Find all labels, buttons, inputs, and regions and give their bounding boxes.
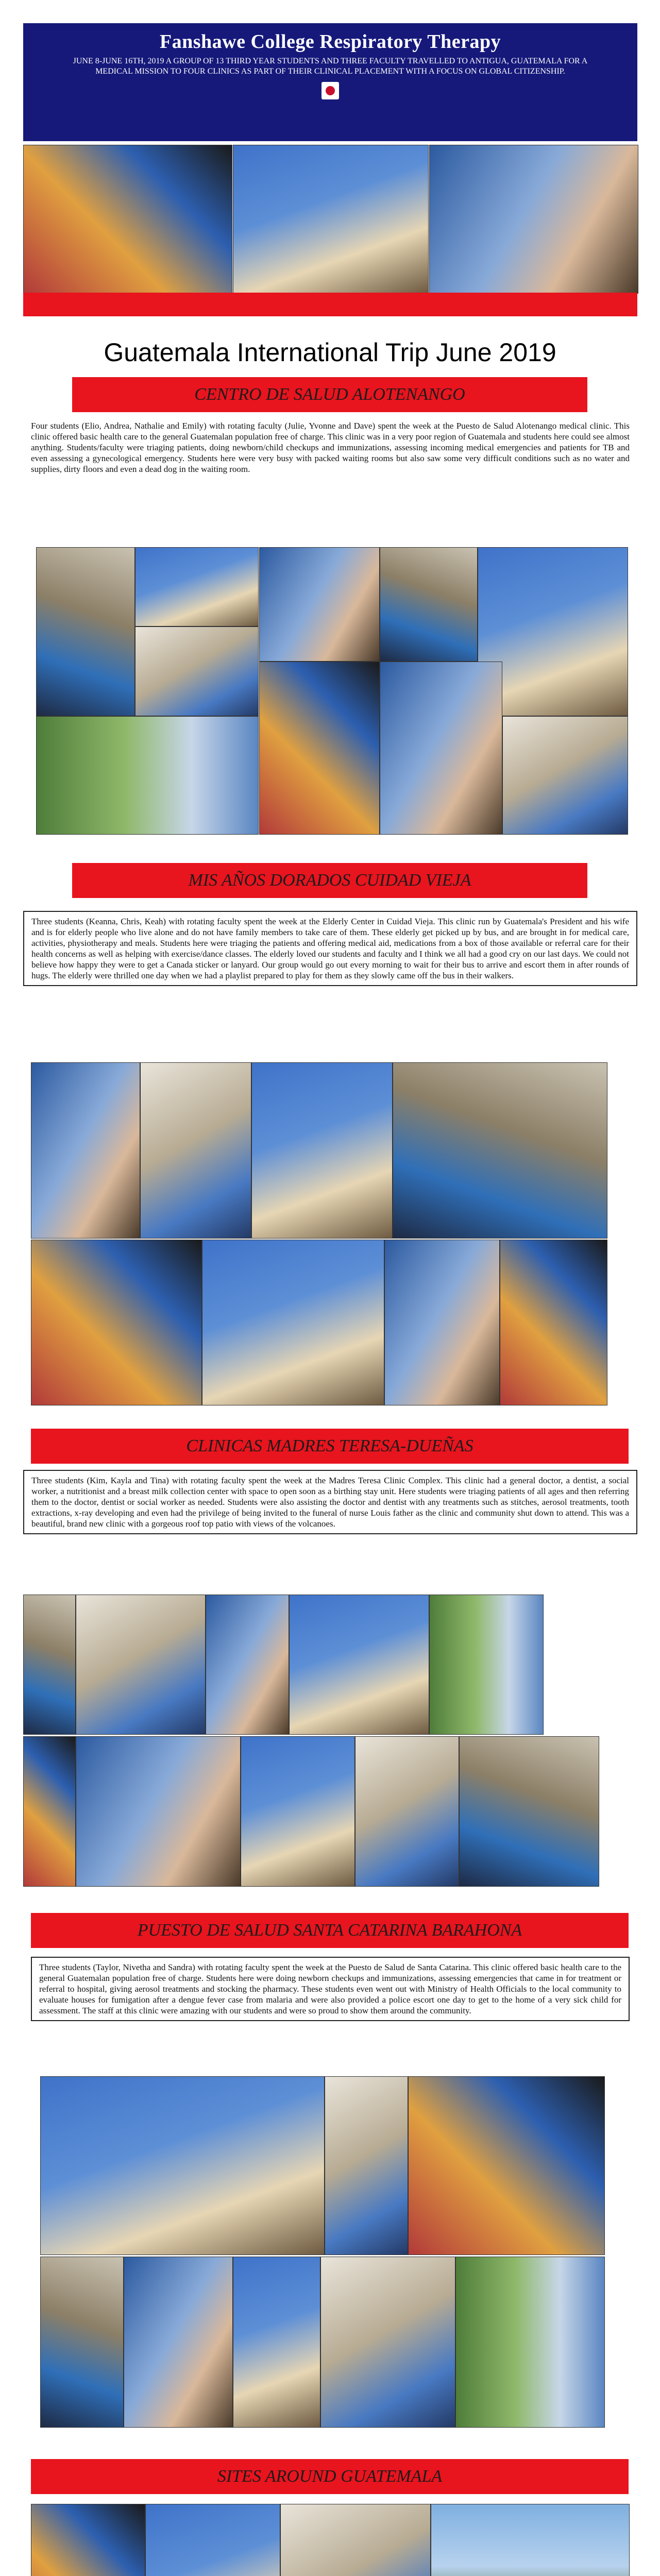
section-text-mis-anos-dorados: Three students (Keanna, Chris, Keah) with rotating faculty spent the week at the Elderly Center in Cuidad Vieja. This clinic run by Guatemala's President and his wife and is for elderly people who live alone and do not have family members to take care of them. These elderly get picked up by bus, and are brought in for medical care, activities, physiotherapy and meals. Students here were triaging the patients and offering medical aid, medications from a box of those available or referral care for their health concerns as well as helping with exercise/dance classes. The elderly loved our students and faculty and I think we all had a good cry on our last days. We could not believe how happy they were to get a Canada sticker or lanyard. Our group would go out every morning to wait for their bus to arrive and escort them in after rounds of hugs. The elderly were thrilled one day when we had a playlist prepared to play for them as they slowly came off the bus in their walkers. xyxy=(23,911,637,986)
alotenango-photo xyxy=(259,662,380,835)
elderly-center-photo xyxy=(251,1062,393,1239)
elderly-center-photo xyxy=(140,1062,251,1239)
header-faculty-photo xyxy=(429,145,638,294)
site-photo xyxy=(431,2504,630,2576)
section-text-madres-teresa: Three students (Kim, Kayla and Tina) with rotating faculty spent the week at the Madres Teresa Clinic Complex. This clinic had a general doctor, a dentist, a social worker, a nutritionist and a breast milk collection center with space to open soon as a birthing stay unit. Here students were triaging patients of all ages and then referring them to the doctor, dentist or social worker as needed. Students were also assisting the doctor and dentist with any treatments such as stitches, aerosol treatments, tooth extractions, x-ray developing and even had the privilege of being invited to the funeral of nurse Louis father as the clinic and community shut down to attend. This was a beautiful, brand new clinic with a gorgeous roof top patio with views of the volcanoes. xyxy=(23,1470,637,1534)
header-group-photo xyxy=(23,145,232,294)
alotenango-photo xyxy=(380,662,502,835)
santa-catarina-photo xyxy=(325,2076,408,2255)
alotenango-photo xyxy=(259,547,380,662)
madres-clinic-photo xyxy=(76,1595,206,1735)
elderly-center-photo xyxy=(393,1062,607,1239)
alotenango-photo xyxy=(380,547,478,662)
elderly-center-photo xyxy=(31,1240,202,1405)
santa-catarina-photo xyxy=(408,2076,605,2255)
madres-clinic-photo xyxy=(23,1595,76,1735)
madres-clinic-photo xyxy=(355,1736,459,1887)
madres-clinic-photo xyxy=(23,1736,76,1887)
elderly-center-photo xyxy=(500,1240,607,1405)
section-text-alotenango: Four students (Elio, Andrea, Nathalie and Emily) with rotating faculty (Julie, Yvonne and Dave) spent the week at the Puesto de Salud Alotenango medical clinic. This clinic offered basic health care to the general Guatemalan population free of charge. This clinic was in a very poor region of Guatemala and students here could see almost anything. Students/faculty were triaging patients, doing newborn/child checkups and immunizations, assessing incoming medical emergencies and patients for TB and even assessing a gynecological emergency. Students here were very busy with packed waiting rooms but also saw some very difficult conditions such as no water and supplies, dirty floors and even a dead dog in the waiting room. xyxy=(31,421,630,474)
alotenango-photo xyxy=(135,547,259,626)
madres-clinic-photo xyxy=(459,1736,599,1887)
elderly-center-photo xyxy=(384,1240,500,1405)
header-red-bar xyxy=(23,293,637,316)
madres-clinic-photo xyxy=(289,1595,429,1735)
madres-clinic-photo xyxy=(429,1595,544,1735)
santa-catarina-photo xyxy=(455,2257,605,2428)
alotenango-photo xyxy=(502,716,628,835)
madres-clinic-photo xyxy=(76,1736,241,1887)
madres-clinic-photo xyxy=(206,1595,289,1735)
section-text-santa-catarina: Three students (Taylor, Nivetha and Sandra) with rotating faculty spent the week at the Puesto de Salud de Santa Catarina. This clinic offered basic health care to the general Guatemalan population free of charge. Students here were doing newborn checkups and immunizations, assessing emergencies that came in for treatment or referral to hospital, giving aerosol treatments and stocking the pharmacy. These students even went out with Ministry of Health Officials to the local community to evaluate houses for fumigation after a dengue fever case from malaria and were also provided a police escort one day to get to the home of a very sick child for assessment. The staff at this clinic were amazing with our students and were so proud to show them around the community. xyxy=(31,1957,630,2021)
alotenango-photo xyxy=(36,716,259,835)
santa-catarina-photo xyxy=(40,2257,124,2428)
header-clinic-photo xyxy=(233,145,429,294)
santa-catarina-photo xyxy=(40,2076,325,2255)
page-title: Guatemala International Trip June 2019 xyxy=(104,338,556,367)
section-heading-alotenango: CENTRO DE SALUD ALOTENANGO xyxy=(72,377,587,412)
section-heading-sites: SITES AROUND GUATEMALA xyxy=(31,2459,629,2494)
madres-clinic-photo xyxy=(241,1736,355,1887)
santa-catarina-photo xyxy=(233,2257,320,2428)
section-heading-santa-catarina: PUESTO DE SALUD SANTA CATARINA BARAHONA xyxy=(31,1913,629,1948)
alotenango-photo xyxy=(36,547,135,716)
section-heading-mis-anos-dorados: MIS AÑOS DORADOS CUIDAD VIEJA xyxy=(72,863,587,898)
header-subtitle: JUNE 8-JUNE 16TH, 2019 A GROUP OF 13 THIRD YEAR STUDENTS AND THREE FACULTY TRAVELLED TO ANTIGUA, GUATEMALA FOR A MEDICAL MISSION TO FOUR CLINICS AS PART OF THEIR CLINICAL PLACEMENT WITH A FOCUS ON GLOBAL CITIZENSHIP. xyxy=(73,57,588,76)
header-title: Fanshawe College Respiratory Therapy xyxy=(159,31,501,53)
alotenango-photo xyxy=(135,626,259,716)
site-photo xyxy=(31,2504,145,2576)
college-crest-icon xyxy=(321,82,339,99)
santa-catarina-photo xyxy=(320,2257,455,2428)
site-photo xyxy=(280,2504,431,2576)
header-banner xyxy=(23,23,637,141)
elderly-center-photo xyxy=(31,1062,140,1239)
section-heading-madres-teresa: CLINICAS MADRES TERESA-DUEÑAS xyxy=(31,1429,629,1464)
santa-catarina-photo xyxy=(124,2257,233,2428)
elderly-center-photo xyxy=(202,1240,384,1405)
site-photo xyxy=(145,2504,280,2576)
